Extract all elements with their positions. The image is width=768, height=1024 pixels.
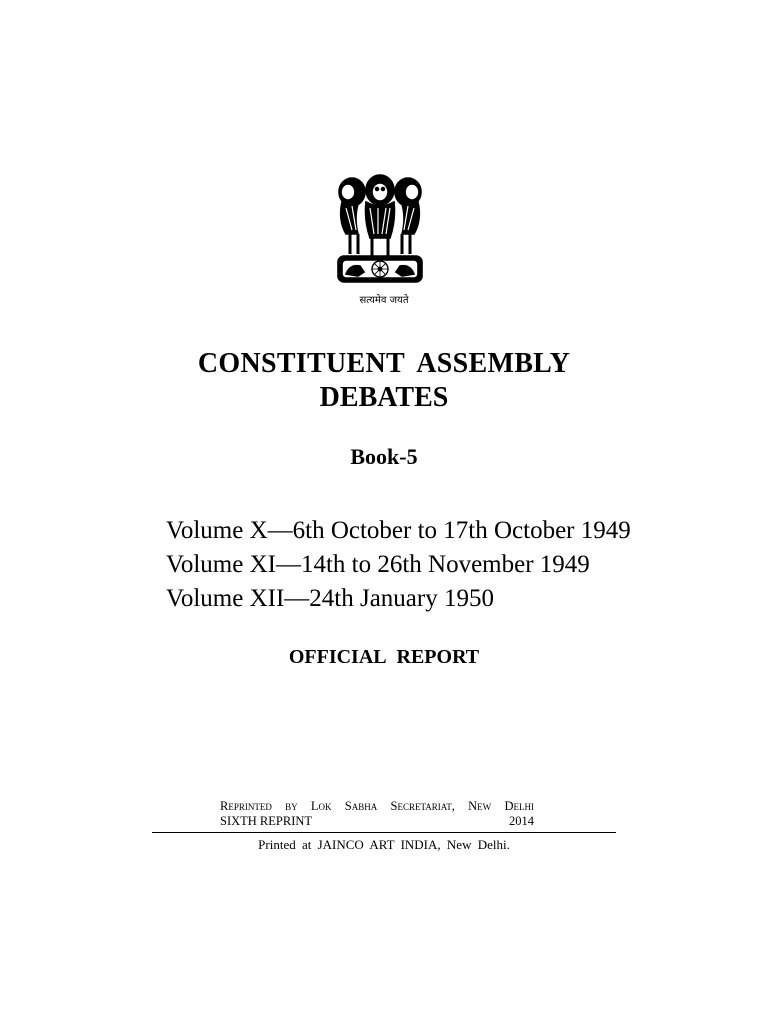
title-line-2: DEBATES bbox=[319, 382, 449, 413]
emblem-motto: सत्यमेव जयते bbox=[359, 295, 409, 306]
volume-list bbox=[166, 514, 631, 616]
edition-label: SIXTH REPRINT bbox=[220, 814, 313, 828]
reprint-word: Delhi bbox=[504, 799, 534, 813]
official-report-label: OFFICIAL REPORT bbox=[288, 646, 480, 668]
volume-line: Volume XII—24th January 1950 bbox=[166, 585, 494, 612]
printer-line: Printed at JAINCO ART INDIA, New Delhi. bbox=[258, 837, 510, 852]
edition-year: 2014 bbox=[509, 814, 534, 828]
reprint-credit bbox=[220, 799, 534, 814]
volume-line: Volume XI—14th to 26th November 1949 bbox=[166, 551, 590, 578]
edition-line bbox=[220, 814, 534, 829]
reprint-word: Reprinted bbox=[220, 799, 272, 813]
volume-line: Volume X—6th October to 17th October 1949 bbox=[166, 517, 631, 544]
imprint-divider bbox=[152, 832, 616, 833]
reprint-word: Sabha bbox=[344, 799, 378, 813]
reprint-word: Lok bbox=[310, 799, 332, 813]
book-number: Book-5 bbox=[350, 444, 418, 469]
reprint-word: by bbox=[285, 799, 298, 813]
title-line-1: CONSTITUENT ASSEMBLY bbox=[197, 348, 571, 379]
state-emblem-icon bbox=[328, 168, 432, 292]
reprint-word: Secretariat, bbox=[390, 799, 455, 813]
reprint-word: New bbox=[468, 799, 492, 813]
